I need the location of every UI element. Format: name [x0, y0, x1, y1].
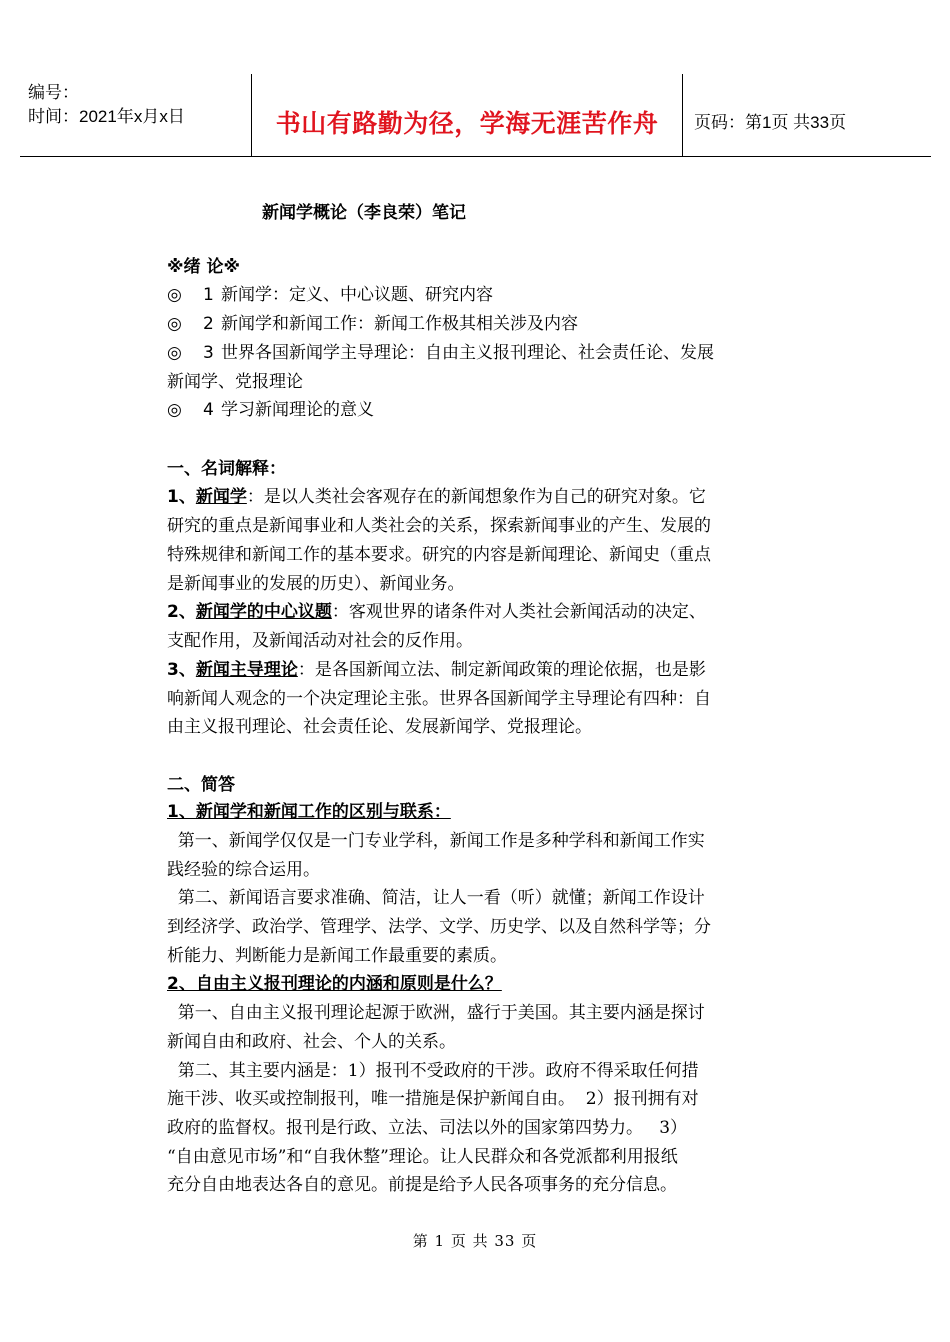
bullet-icon: ◎ [167, 343, 182, 363]
term-1-line: 1、新闻学：是以人类社会客观存在的新闻想象作为自己的研究对象。它 [167, 487, 706, 507]
question-2-line: “自由意见市场”和“自我休整”理论。让人民群众和各党派都利用报纸 [167, 1147, 678, 1167]
header-page-number: 页码：第1页 共33页 [694, 113, 847, 132]
question-2-line: 新闻自由和政府、社会、个人的关系。 [167, 1032, 456, 1052]
term-1-name: 新闻学 [195, 487, 247, 507]
question-1-line: 第二、新闻语言要求准确、简洁，让人一看（听）就懂；新闻工作设计 [167, 888, 705, 908]
question-1-title: 1、新闻学和新闻工作的区别与联系： [167, 802, 451, 822]
bullet-icon: ◎ [167, 314, 182, 334]
term-3-line: 由主义报刊理论、社会责任论、发展新闻学、党报理论。 [167, 717, 592, 737]
header-page-cell [682, 74, 931, 156]
question-2-line: 施干涉、收买或控制报刊，唯一措施是保护新闻自由。 2）报刊拥有对 [167, 1089, 699, 1109]
question-2-title: 2、自由主义报刊理论的内涵和原则是什么？ [167, 974, 502, 994]
term-1-line: 特殊规律和新闻工作的基本要求。研究的内容是新闻理论、新闻史（重点 [167, 545, 711, 565]
question-1-line: 析能力、判断能力是新闻工作最重要的素质。 [167, 946, 507, 966]
page-footer: 第 1 页 共 33 页 [412, 1232, 538, 1250]
section1-heading: 一、名词解释： [167, 459, 286, 479]
term-3-line: 3、新闻主导理论：是各国新闻立法、制定新闻政策的理论依据，也是影 [167, 660, 706, 680]
intro-item: ◎ 2 新闻学和新闻工作：新闻工作极其相关涉及内容 [167, 314, 578, 334]
term-2-line: 支配作用，及新闻活动对社会的反作用。 [167, 631, 473, 651]
intro-item: ◎ 3 世界各国新闻学主导理论：自由主义报刊理论、社会责任论、发展 [167, 343, 714, 363]
section2-heading: 二、简答 [167, 775, 235, 795]
question-2-line: 充分自由地表达各自的意见。前提是给予人民各项事务的充分信息。 [167, 1175, 677, 1195]
intro-heading: ※绪 论※ [167, 257, 240, 277]
question-1-line: 到经济学、政治学、管理学、法学、文学、历史学、以及自然科学等；分 [167, 917, 711, 937]
document-title: 新闻学概论（李良荣）笔记 [262, 203, 466, 223]
term-3-name: 新闻主导理论 [195, 660, 298, 680]
term-3-line: 响新闻人观念的一个决定理论主张。世界各国新闻学主导理论有四种：自 [167, 689, 711, 709]
term-1-line: 是新闻事业的发展的历史）、新闻业务。 [167, 574, 465, 594]
term-2-name: 新闻学的中心议题 [195, 602, 332, 622]
term-1-line: 研究的重点是新闻事业和人类社会的关系，探索新闻事业的产生、发展的 [167, 516, 711, 536]
intro-item: ◎ 4 学习新闻理论的意义 [167, 400, 374, 420]
question-2-line: 第一、自由主义报刊理论起源于欧洲，盛行于美国。其主要内涵是探讨 [167, 1003, 705, 1023]
doc-number-label: 编号： [28, 83, 79, 102]
header-motto: 书山有路勤为径，学海无涯苦作舟 [275, 109, 659, 138]
question-2-line: 政府的监督权。报刊是行政、立法、司法以外的国家第四势力。 3） [167, 1118, 688, 1138]
question-2-line: 第二、其主要内涵是：1）报刊不受政府的干涉。政府不得采取任何措 [167, 1061, 699, 1081]
header-meta [20, 74, 250, 156]
question-1-line: 第一、新闻学仅仅是一门专业学科，新闻工作是多种学科和新闻工作实 [167, 831, 705, 851]
intro-item-continuation: 新闻学、党报理论 [167, 372, 303, 392]
question-1-line: 践经验的综合运用。 [167, 860, 320, 880]
header-motto-cell [251, 74, 683, 156]
bullet-icon: ◎ [167, 400, 182, 420]
doc-time-label: 时间：2021年x月x日 [28, 107, 185, 126]
intro-item: ◎ 1 新闻学：定义、中心议题、研究内容 [167, 285, 493, 305]
term-2-line: 2、新闻学的中心议题：客观世界的诸条件对人类社会新闻活动的决定、 [167, 602, 706, 622]
bullet-icon: ◎ [167, 285, 182, 305]
page-header [20, 74, 931, 157]
